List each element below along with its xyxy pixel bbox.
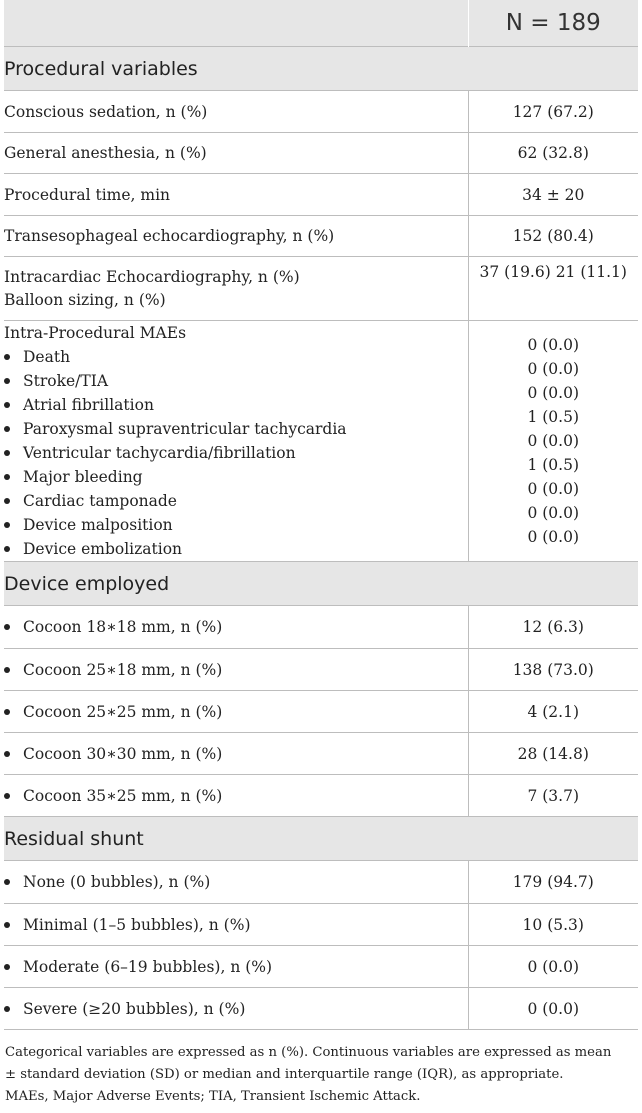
table-row — [4, 606, 638, 649]
mae-item — [4, 465, 468, 489]
table-row — [4, 133, 638, 174]
bullet-icon — [4, 378, 10, 384]
table-row — [4, 649, 638, 691]
table-row — [4, 904, 638, 946]
row-label: Severe (≥20 bubbles), n (%) — [4, 988, 468, 1030]
bullet-icon — [4, 879, 10, 885]
mae-item-value: 0 (0.0) — [527, 504, 580, 522]
row-label — [4, 257, 468, 321]
section-header-residual — [4, 817, 638, 861]
mae-item — [4, 393, 468, 417]
row-value: 127 (67.2) — [468, 91, 638, 133]
row-label: None (0 bubbles), n (%) — [4, 861, 468, 904]
mae-item — [4, 345, 468, 369]
mae-item — [4, 417, 468, 441]
table-row — [4, 861, 638, 904]
intracardiac-label: Intracardiac Echocardiography, n (%) — [4, 267, 300, 286]
section-title: Device employed — [4, 562, 638, 606]
mae-item-label: Atrial fibrillation — [23, 396, 154, 414]
bullet-icon — [4, 402, 10, 408]
table-row — [4, 174, 638, 216]
bullet-icon — [4, 751, 10, 757]
row-label: Moderate (6–19 bubbles), n (%) — [4, 946, 468, 988]
bullet-icon — [4, 450, 10, 456]
row-value: 12 (6.3) — [468, 606, 638, 649]
mae-item-value: 0 (0.0) — [527, 360, 580, 378]
bullet-icon — [4, 624, 10, 630]
mae-item-label: Device malposition — [23, 516, 173, 534]
bullet-icon — [4, 922, 10, 928]
bullet-icon — [4, 522, 10, 528]
mae-item-label: Death — [23, 348, 71, 366]
row-value: 0 (0.0) — [468, 988, 638, 1030]
mae-item-label: Major bleeding — [23, 468, 143, 486]
mae-item-label: Cardiac tamponade — [23, 492, 177, 510]
bullet-icon — [4, 354, 10, 360]
mae-items — [4, 345, 468, 561]
header-blank-cell — [4, 0, 468, 47]
mae-item — [4, 489, 468, 513]
footnote-line: ± standard deviation (SD) or median and interquartile range (IQR), as appropriate. — [5, 1067, 564, 1082]
footnote-line: MAEs, Major Adverse Events; TIA, Transient Ischemic Attack. — [5, 1089, 421, 1104]
mae-item — [4, 513, 468, 537]
table-row — [4, 257, 638, 321]
table-row — [4, 988, 638, 1030]
row-label: Cocoon 25∗18 mm, n (%) — [4, 649, 468, 691]
section-title: Procedural variables — [4, 47, 638, 91]
mae-item-value: 1 (0.5) — [527, 408, 580, 426]
bullet-icon — [4, 793, 10, 799]
row-label: Cocoon 18∗18 mm, n (%) — [4, 606, 468, 649]
mae-values — [468, 321, 638, 562]
row-label: General anesthesia, n (%) — [4, 133, 468, 174]
balloon-sizing-label: Balloon sizing, n (%) — [4, 290, 166, 309]
mae-item — [4, 441, 468, 465]
bullet-icon — [4, 426, 10, 432]
bullet-icon — [4, 474, 10, 480]
row-value: 4 (2.1) — [468, 691, 638, 733]
mae-item-value: 0 (0.0) — [527, 432, 580, 450]
row-label: Procedural time, min — [4, 174, 468, 216]
footnote-line: Categorical variables are expressed as n (%). Continuous variables are expressed as mean — [5, 1045, 612, 1060]
row-label: Cocoon 30∗30 mm, n (%) — [4, 733, 468, 775]
mae-item-value: 0 (0.0) — [527, 480, 580, 498]
mae-title: Intra-Procedural MAEs — [4, 324, 187, 342]
bullet-icon — [4, 709, 10, 715]
table-row — [4, 91, 638, 133]
row-value: 0 (0.0) — [468, 946, 638, 988]
mae-item-value: 0 (0.0) — [527, 528, 580, 546]
mae-item-label: Ventricular tachycardia/fibrillation — [23, 444, 296, 462]
mae-item-value: 1 (0.5) — [527, 456, 580, 474]
bullet-icon — [4, 667, 10, 673]
sample-size-header: N = 189 — [468, 0, 638, 47]
mae-item-value: 0 (0.0) — [527, 384, 580, 402]
section-header-device — [4, 562, 638, 606]
row-label: Conscious sedation, n (%) — [4, 91, 468, 133]
mae-label-cell — [4, 321, 468, 562]
row-value: 7 (3.7) — [468, 775, 638, 817]
table-footnote — [5, 1042, 639, 1108]
bullet-icon — [4, 964, 10, 970]
mae-item — [4, 537, 468, 561]
row-value: 62 (32.8) — [468, 133, 638, 174]
row-label: Transesophageal echocardiography, n (%) — [4, 216, 468, 257]
row-value: 37 (19.6) 21 (11.1) — [468, 257, 638, 321]
row-value: 28 (14.8) — [468, 733, 638, 775]
row-value: 138 (73.0) — [468, 649, 638, 691]
procedural-data-table — [4, 0, 638, 1030]
bullet-icon — [4, 546, 10, 552]
table-row — [4, 733, 638, 775]
table-row — [4, 775, 638, 817]
mae-item-value: 0 (0.0) — [527, 336, 580, 354]
table-row — [4, 216, 638, 257]
bullet-icon — [4, 1006, 10, 1012]
bullet-icon — [4, 498, 10, 504]
row-label: Cocoon 35∗25 mm, n (%) — [4, 775, 468, 817]
mae-item-label: Stroke/TIA — [23, 372, 109, 390]
mae-item-label: Device embolization — [23, 540, 183, 558]
mae-row — [4, 321, 638, 562]
section-header-procedural — [4, 47, 638, 91]
row-value: 152 (80.4) — [468, 216, 638, 257]
mae-item-label: Paroxysmal supraventricular tachycardia — [23, 420, 347, 438]
table-header-row — [4, 0, 638, 47]
table-row — [4, 946, 638, 988]
row-value: 10 (5.3) — [468, 904, 638, 946]
row-label: Cocoon 25∗25 mm, n (%) — [4, 691, 468, 733]
row-value: 34 ± 20 — [468, 174, 638, 216]
table-row — [4, 691, 638, 733]
row-label: Minimal (1–5 bubbles), n (%) — [4, 904, 468, 946]
row-value: 179 (94.7) — [468, 861, 638, 904]
section-title: Residual shunt — [4, 817, 638, 861]
mae-item — [4, 369, 468, 393]
